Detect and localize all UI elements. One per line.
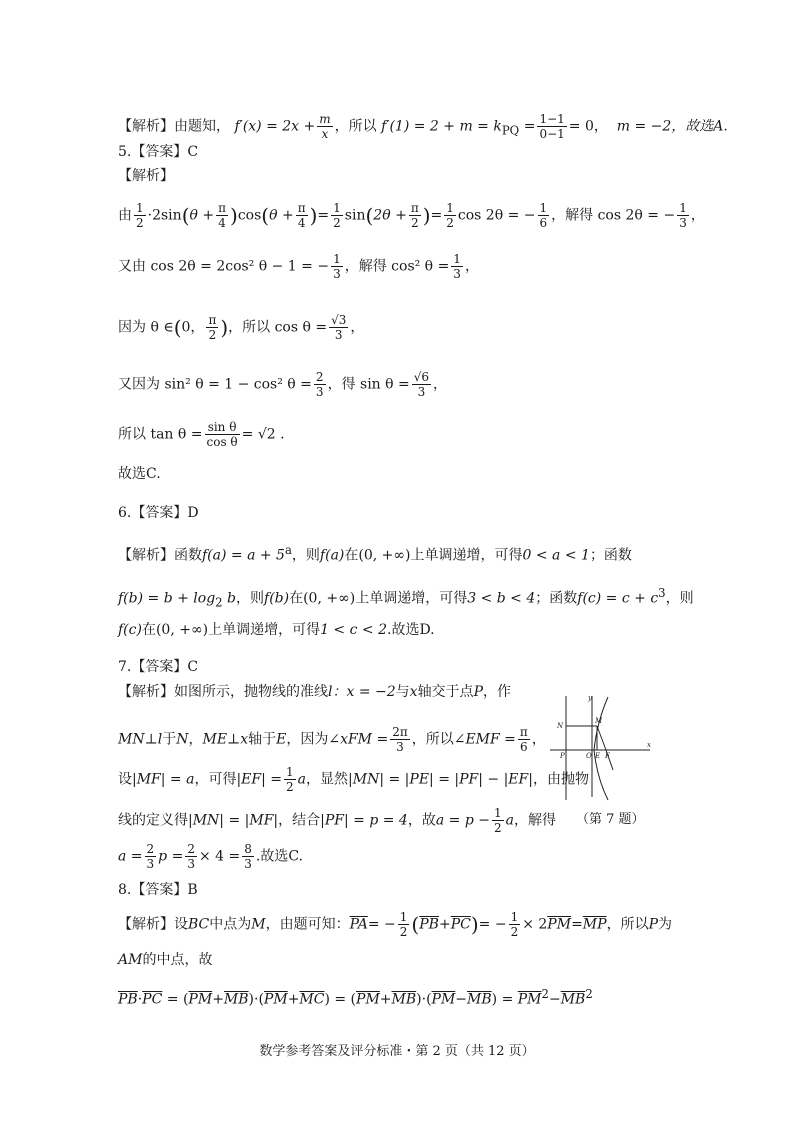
- frac: $\frac{1}{2}$: [136, 201, 144, 230]
- page-footer: 数学参考答案及评分标准・第 2 页（共 12 页）: [259, 1044, 535, 1059]
- q4-label: 【解析】: [118, 118, 174, 135]
- q7-line-5: a = $\frac{2}{3}$ p = $\frac{2}{3}$ × 4 = $\frac{8}{3}$ .故选C.: [118, 842, 304, 871]
- frac: $\frac{\pi}{2}$: [410, 201, 419, 230]
- label-n: N: [557, 722, 564, 730]
- q6-answer-heading: 6.【答案】D: [118, 505, 199, 521]
- q8-line-3: $\overline{PB}\cdot\overline{PC} = (\overline{PM}+\overline{MB})\cdot(\overline{PM}+\overline{MC}) = (\overline{PM}+\overline{MB})\cdot(\overline{PM}-\overline{MB}) = \overline{PM}^2-\overline{MB}^2$: [118, 987, 593, 1008]
- label-o: O: [586, 752, 592, 760]
- q7-line-3: 设|MF| = a，可得|EF| = $\frac{1}{2}$ a，显然|MN| = |PE| = |PF| − |EF|，由抛物: [118, 765, 589, 794]
- frac: $\frac{2\pi}{3}$: [392, 725, 408, 754]
- q8-line-2: AM的中点，故: [118, 952, 213, 968]
- frac: $\frac{1}{2}$: [446, 201, 454, 230]
- q5-conclusion: 故选C.: [118, 466, 161, 482]
- q5-line-2: 又由 cos 2θ = 2cos² θ − 1 = − $\frac{1}{3}$ ，解得 cos² θ = $\frac{1}{3}$ ，: [118, 252, 479, 281]
- q8-answer-heading: 8.【答案】B: [118, 882, 198, 898]
- frac: $\frac{1}{2}$: [510, 910, 519, 939]
- q4-line: 【解析】由题知， f′(x) = 2x + $\frac{m}{x}$ ，所以 $f'(1) = 2 + m = k_{PQ}$ = $\frac{1-1}{0-1}$ = 0， m = −2，故选A.: [118, 112, 728, 141]
- q5-line-4: 又因为 sin² θ = 1 − cos² θ = $\frac{2}{3}$ ，得 sin θ = $\frac{√6}{3}$ ，: [118, 370, 448, 399]
- frac: $\frac{\pi}{4}$: [218, 201, 226, 230]
- q6-line-2: $f(b) = b + \log_2 b$，则f(b)在(0, +∞)上单调递增，可得3 < b < 4；函数$f(c) = c + c^3$，则: [118, 586, 694, 610]
- q6-line-1: 【解析】函数$f(a) = a + 5^a$，则f(a)在(0, +∞)上单调递增，可得0 < a < 1；函数: [118, 543, 632, 564]
- label-p: P: [560, 752, 565, 760]
- q5-line-5: 所以 tan θ = $\frac{\text{sin θ}}{\text{cos θ}}$ = √2 .: [118, 420, 285, 449]
- frac: $\frac{1}{6}$: [539, 201, 548, 230]
- frac: $\frac{1}{2}$: [493, 806, 502, 835]
- q5-analysis-label: 【解析】: [118, 168, 174, 184]
- frac: $\frac{2}{3}$: [187, 842, 195, 871]
- label-f: F: [605, 752, 610, 760]
- q5-answer-heading: 5.【答案】C: [118, 144, 199, 160]
- q7-line-2: MN⊥l于N，ME⊥x轴于E，因为∠xFM = $\frac{2\pi}{3}$ ，所以∠EMF = $\frac{\pi}{6}$ ，: [118, 725, 546, 754]
- q6-line-3: f(c)在(0, +∞)上单调递增，可得1 < c < 2.故选D.: [118, 622, 435, 638]
- frac: $\frac{√6}{3}$: [413, 370, 430, 399]
- frac: $\frac{m}{x}$: [319, 112, 331, 141]
- q7-figure-caption: （第 7 题）: [576, 812, 645, 827]
- frac: $\frac{1}{2}$: [333, 201, 341, 230]
- frac: $\frac{\pi}{2}$: [208, 313, 217, 342]
- frac: $\frac{1}{3}$: [453, 252, 461, 281]
- frac: $\frac{1}{2}$: [286, 765, 294, 794]
- q7-line-4: 线的定义得|MN| = |MF|，结合|PF| = p = 4，故a = p − $\frac{1}{2}$ a，解得: [118, 806, 556, 835]
- frac: $\frac{1-1}{0-1}$: [539, 112, 565, 141]
- label-e: E: [595, 752, 601, 760]
- frac: $\frac{1}{3}$: [333, 252, 341, 281]
- q5-line-3: 因为 θ ∈(0， $\frac{\pi}{2}$ )，所以 cos θ = $\frac{√3}{3}$ ，: [118, 313, 365, 342]
- q8-line-1: 【解析】设BC中点为M，由题可知：$\overline{PA}=$ − $\frac{1}{2}$ $(\overline{PB}+\overline{PC})=$ − $\frac{1}{2}$ × $2\overline{PM}=\overline{MP}$，所以P为: [118, 910, 672, 939]
- q7-line-1: 【解析】如图所示，抛物线的准线l：x = −2与x轴交于点P，作: [118, 684, 511, 700]
- frac: $\frac{2}{3}$: [146, 842, 155, 871]
- frac: $\frac{8}{3}$: [244, 842, 252, 871]
- q5-line-1: 由 $\frac{1}{2}$ ·2sin(θ + $\frac{\pi}{4}$ )cos(θ + $\frac{\pi}{4}$ )= $\frac{1}{2}$ sin(2θ + $\frac{\pi}{2}$ )= $\frac{1}{2}$ cos 2θ = − $\frac{1}{6}$ ，解得 cos 2θ = − $\frac{1}{3}$ ，: [118, 201, 705, 230]
- frac: $\frac{\pi}{6}$: [519, 725, 528, 754]
- frac: $\frac{\pi}{4}$: [297, 201, 306, 230]
- label-m: M: [595, 717, 603, 725]
- frac: $\frac{1}{2}$: [399, 910, 408, 939]
- label-y: y: [588, 694, 592, 702]
- segment-mf: [597, 726, 606, 750]
- q7-answer-heading: 7.【答案】C: [118, 659, 199, 675]
- frac: $\frac{2}{3}$: [315, 370, 324, 399]
- frac: $\frac{1}{3}$: [679, 201, 687, 230]
- label-x: x: [647, 741, 651, 749]
- q7-figure: [548, 692, 654, 802]
- frac: $\frac{\text{sin θ}}{\text{cos θ}}$: [206, 420, 238, 449]
- frac: $\frac{√3}{3}$: [331, 313, 347, 342]
